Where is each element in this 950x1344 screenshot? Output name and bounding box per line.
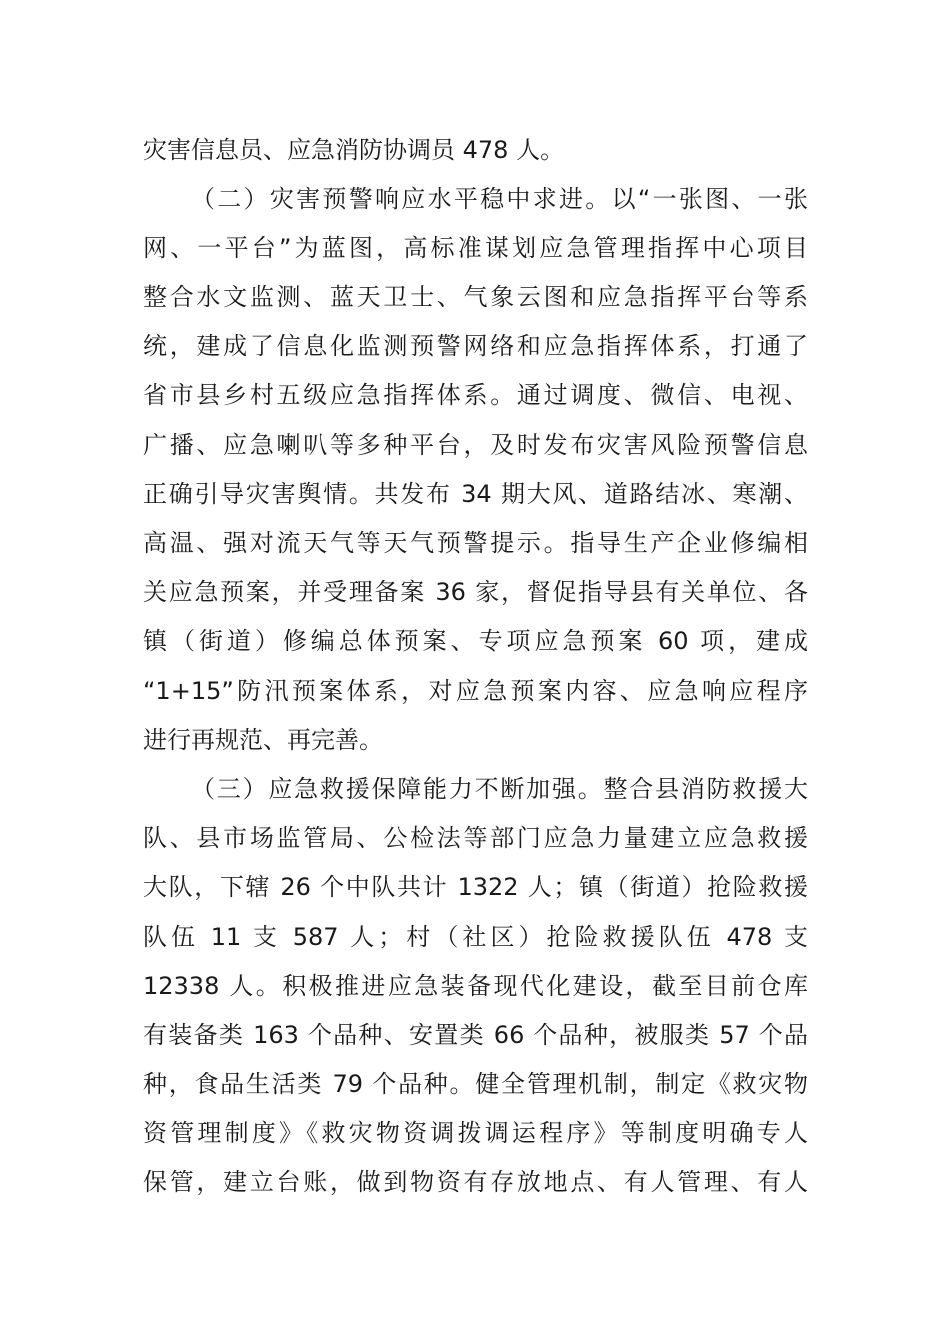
text-line: 网、一平台”为蓝图，高标准谋划应急管理指挥中心项目 (143, 234, 808, 262)
text-line: 进行再规范、再完善。 (143, 726, 383, 754)
text-line: 队伍 11 支 587 人；村（社区）抢险救援队伍 478 支 (143, 923, 808, 951)
text-line: “1+15”防汛预案体系，对应急预案内容、应急响应程序 (143, 677, 808, 705)
text-line: 高温、强对流天气等天气预警提示。指导生产企业修编相 (143, 529, 808, 557)
text-line: 大队，下辖 26 个中队共计 1322 人；镇（街道）抢险救援 (143, 873, 808, 901)
text-line: 统，建成了信息化监测预警网络和应急指挥体系，打通了 (143, 332, 808, 360)
text-line: 镇（街道）修编总体预案、专项应急预案 60 项，建成 (143, 627, 808, 655)
text-line: 省市县乡村五级应急指挥体系。通过调度、微信、电视、 (143, 381, 808, 409)
text-line: 正确引导灾害舆情。共发布 34 期大风、道路结冰、寒潮、 (143, 480, 808, 508)
text-line: 资管理制度》《救灾物资调拨调运程序》等制度明确专人 (143, 1119, 808, 1147)
text-line: 有装备类 163 个品种、安置类 66 个品种，被服类 57 个品 (143, 1021, 808, 1049)
text-line: 12338 人。积极推进应急装备现代化建设，截至目前仓库 (143, 972, 808, 1000)
text-line: 保管，建立台账，做到物资有存放地点、有人管理、有人 (143, 1168, 808, 1196)
text-line: 关应急预案，并受理备案 36 家，督促指导县有关单位、各 (143, 578, 808, 606)
section-heading-line: （二）灾害预警响应水平稳中求进。以“一张图、一张 (191, 185, 808, 213)
text-line: 种，食品生活类 79 个品种。健全管理机制，制定《救灾物 (143, 1070, 808, 1098)
text-line: 队、县市场监管局、公检法等部门应急力量建立应急救援 (143, 824, 808, 852)
text-line: 广播、应急喇叭等多种平台，及时发布灾害风险预警信息 (143, 431, 808, 459)
text-line: 整合水文监测、蓝天卫士、气象云图和应急指挥平台等系 (143, 283, 808, 311)
text-line: 灾害信息员、应急消防协调员 478 人。 (143, 136, 565, 164)
section-heading-line: （三）应急救援保障能力不断加强。整合县消防救援大 (191, 775, 808, 803)
